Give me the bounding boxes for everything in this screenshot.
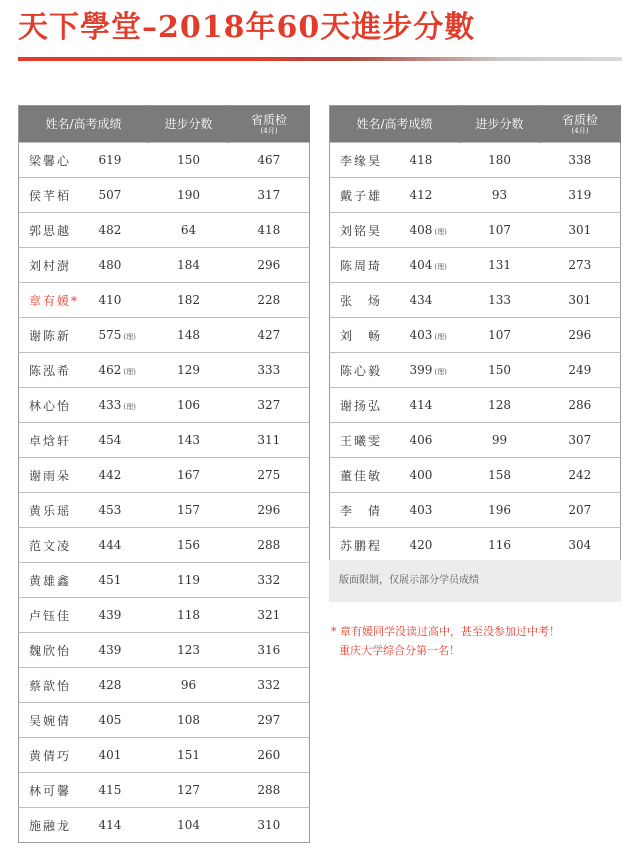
table-row [330, 353, 621, 388]
provincial-score: 296 [540, 318, 621, 353]
student-name: 戴子雄 [330, 178, 400, 213]
provincial-score: 333 [229, 353, 310, 388]
provincial-score: 418 [229, 213, 310, 248]
table-row [19, 318, 310, 353]
gaokao-score: 439 [98, 643, 122, 657]
provincial-score: 327 [229, 388, 310, 423]
student-name: 刘村澍 [19, 248, 89, 283]
table-row [19, 703, 310, 738]
gaokao-score: 414 [409, 398, 433, 412]
gaokao-score: 420 [409, 538, 433, 552]
gaokao-score-cell [400, 353, 460, 388]
provincial-score: 332 [229, 668, 310, 703]
gaokao-score-cell [400, 143, 460, 178]
gaokao-score-cell [89, 563, 149, 598]
provincial-score: 307 [540, 423, 621, 458]
progress-score: 106 [149, 388, 229, 423]
table-header-row [330, 106, 621, 143]
table-row [330, 388, 621, 423]
gaokao-score: 453 [98, 503, 122, 517]
provincial-score: 338 [540, 143, 621, 178]
gaokao-score-cell [400, 318, 460, 353]
progress-score: 123 [149, 633, 229, 668]
gaokao-score: 444 [98, 538, 122, 552]
provincial-score: 311 [229, 423, 310, 458]
progress-score: 93 [460, 178, 540, 213]
provincial-score: 242 [540, 458, 621, 493]
gaokao-score-cell [400, 248, 460, 283]
gaokao-score: 434 [409, 293, 433, 307]
gaokao-score: 412 [409, 188, 433, 202]
provincial-score: 316 [229, 633, 310, 668]
gaokao-score-cell [89, 668, 149, 703]
student-name: 王曦雯 [330, 423, 400, 458]
student-name: 李 倩 [330, 493, 400, 528]
table-row [19, 143, 310, 178]
table-row [19, 283, 310, 318]
provincial-score: 249 [540, 353, 621, 388]
student-name: 谢陈新 [19, 318, 89, 353]
gaokao-score: 400 [409, 468, 433, 482]
title-underline [18, 57, 622, 61]
student-name: 谢扬弘 [330, 388, 400, 423]
progress-score: 116 [460, 528, 540, 563]
student-name: 谢雨朵 [19, 458, 89, 493]
gaokao-score-cell [89, 178, 149, 213]
student-name: 董佳敏 [330, 458, 400, 493]
progress-score: 64 [149, 213, 229, 248]
gaokao-score-cell [400, 213, 460, 248]
student-name: 范文凌 [19, 528, 89, 563]
gaokao-score-cell [400, 493, 460, 528]
provincial-score: 301 [540, 213, 621, 248]
gaokao-score-cell [400, 283, 460, 318]
provincial-score: 275 [229, 458, 310, 493]
gaokao-score-cell [89, 528, 149, 563]
student-name: 郭思越 [19, 213, 89, 248]
gaokao-score-cell [89, 283, 149, 318]
provincial-score: 286 [540, 388, 621, 423]
science-track-tag: (理) [434, 263, 447, 271]
gaokao-score: 442 [98, 468, 122, 482]
progress-score: 196 [460, 493, 540, 528]
gaokao-score: 507 [98, 188, 122, 202]
student-name: 林可馨 [19, 773, 89, 808]
student-name: 蔡歆怡 [19, 668, 89, 703]
header-progress: 进步分数 [460, 106, 540, 143]
gaokao-score: 401 [98, 748, 122, 762]
progress-score: 157 [149, 493, 229, 528]
student-name: 卓焓轩 [19, 423, 89, 458]
gaokao-score-cell [89, 458, 149, 493]
table-row [330, 178, 621, 213]
provincial-score: 332 [229, 563, 310, 598]
provincial-score: 301 [540, 283, 621, 318]
left-score-table [18, 105, 310, 843]
gaokao-score: 399 [409, 363, 433, 377]
gaokao-score-cell [400, 178, 460, 213]
table-row [19, 808, 310, 843]
progress-score: 190 [149, 178, 229, 213]
footnote-line-2: 重庆大学综合分第一名！ [339, 644, 460, 657]
provincial-score: 310 [229, 808, 310, 843]
science-track-tag: (理) [434, 333, 447, 341]
student-name: 林心怡 [19, 388, 89, 423]
student-name: 刘铭昊 [330, 213, 400, 248]
student-name: 梁馨心 [19, 143, 89, 178]
gaokao-score-cell [89, 703, 149, 738]
gaokao-score: 480 [98, 258, 122, 272]
student-name: 卢钰佳 [19, 598, 89, 633]
provincial-score: 304 [540, 528, 621, 563]
table-row [19, 598, 310, 633]
provincial-score: 296 [229, 248, 310, 283]
gaokao-score-cell [89, 423, 149, 458]
footnote-line-1: * 章有媛同学没读过高中，甚至没参加过中考！ [331, 625, 560, 638]
student-name: 章有媛* [19, 283, 89, 318]
gaokao-score: 403 [409, 328, 433, 342]
gaokao-score-cell [89, 633, 149, 668]
student-name: 李缘昊 [330, 143, 400, 178]
student-name: 刘 畅 [330, 318, 400, 353]
progress-score: 119 [149, 563, 229, 598]
progress-score: 129 [149, 353, 229, 388]
gaokao-score-cell [89, 493, 149, 528]
table-row [19, 388, 310, 423]
provincial-score: 467 [229, 143, 310, 178]
footnote [331, 622, 560, 660]
table-row [19, 213, 310, 248]
progress-score: 96 [149, 668, 229, 703]
table-row [330, 283, 621, 318]
gaokao-score-cell [89, 318, 149, 353]
science-track-tag: (理) [434, 368, 447, 376]
table-row [19, 493, 310, 528]
header-provincial [229, 106, 310, 143]
gaokao-score: 408 [409, 223, 433, 237]
student-name: 黄乐瑶 [19, 493, 89, 528]
progress-score: 150 [149, 143, 229, 178]
gaokao-score: 619 [98, 153, 122, 167]
table-row [19, 248, 310, 283]
provincial-score: 228 [229, 283, 310, 318]
progress-score: 133 [460, 283, 540, 318]
gaokao-score: 433 [98, 398, 122, 412]
gaokao-score-cell [89, 808, 149, 843]
progress-score: 151 [149, 738, 229, 773]
progress-score: 180 [460, 143, 540, 178]
student-name: 施融龙 [19, 808, 89, 843]
table-row [330, 213, 621, 248]
gaokao-score: 575 [98, 328, 122, 342]
student-name: 吴婉倩 [19, 703, 89, 738]
table-row [19, 633, 310, 668]
gaokao-score-cell [89, 773, 149, 808]
table-row [19, 458, 310, 493]
progress-score: 128 [460, 388, 540, 423]
header-provincial-sub: (4月) [571, 126, 589, 135]
provincial-score: 296 [229, 493, 310, 528]
gaokao-score: 410 [98, 293, 122, 307]
student-name: 黄倩巧 [19, 738, 89, 773]
right-score-table [329, 105, 621, 563]
gaokao-score: 428 [98, 678, 122, 692]
table-row [330, 458, 621, 493]
student-name: 陈周琦 [330, 248, 400, 283]
note-box: 版面限制，仅展示部分学员成绩 [329, 560, 621, 602]
provincial-score: 273 [540, 248, 621, 283]
gaokao-score: 454 [98, 433, 122, 447]
table-row [19, 773, 310, 808]
page-title: 天下學堂–2018年60天進步分數 [18, 10, 476, 45]
gaokao-score-cell [400, 528, 460, 563]
table-row [19, 738, 310, 773]
table-row [19, 563, 310, 598]
progress-score: 158 [460, 458, 540, 493]
progress-score: 131 [460, 248, 540, 283]
provincial-score: 288 [229, 773, 310, 808]
header-provincial-label: 省质检 [562, 112, 599, 127]
table-row [330, 143, 621, 178]
gaokao-score-cell [89, 213, 149, 248]
science-track-tag: (理) [123, 368, 136, 376]
student-name: 苏鹏程 [330, 528, 400, 563]
header-provincial [540, 106, 621, 143]
table-row [19, 668, 310, 703]
provincial-score: 319 [540, 178, 621, 213]
table-row [330, 528, 621, 563]
progress-score: 148 [149, 318, 229, 353]
progress-score: 143 [149, 423, 229, 458]
gaokao-score-cell [89, 248, 149, 283]
gaokao-score: 462 [98, 363, 122, 377]
progress-score: 156 [149, 528, 229, 563]
progress-score: 107 [460, 213, 540, 248]
progress-score: 150 [460, 353, 540, 388]
table-row [330, 318, 621, 353]
progress-score: 167 [149, 458, 229, 493]
progress-score: 107 [460, 318, 540, 353]
progress-score: 184 [149, 248, 229, 283]
table-row [19, 423, 310, 458]
gaokao-score-cell [89, 353, 149, 388]
table-row [330, 248, 621, 283]
provincial-score: 317 [229, 178, 310, 213]
provincial-score: 427 [229, 318, 310, 353]
header-provincial-sub: (4月) [260, 126, 278, 135]
gaokao-score-cell [89, 388, 149, 423]
header-name-gaokao: 姓名/高考成绩 [330, 106, 460, 143]
table-row [19, 528, 310, 563]
provincial-score: 288 [229, 528, 310, 563]
science-track-tag: (理) [434, 228, 447, 236]
student-name: 魏欣怡 [19, 633, 89, 668]
progress-score: 127 [149, 773, 229, 808]
gaokao-score: 439 [98, 608, 122, 622]
gaokao-score: 482 [98, 223, 122, 237]
student-name: 黄雄鑫 [19, 563, 89, 598]
gaokao-score-cell [400, 388, 460, 423]
student-name: 张 炀 [330, 283, 400, 318]
gaokao-score: 418 [409, 153, 433, 167]
gaokao-score: 406 [409, 433, 433, 447]
gaokao-score-cell [89, 738, 149, 773]
table-row [330, 493, 621, 528]
provincial-score: 321 [229, 598, 310, 633]
provincial-score: 207 [540, 493, 621, 528]
gaokao-score: 403 [409, 503, 433, 517]
science-track-tag: (理) [123, 403, 136, 411]
progress-score: 99 [460, 423, 540, 458]
gaokao-score: 451 [98, 573, 122, 587]
table-row [19, 178, 310, 213]
gaokao-score: 414 [98, 818, 122, 832]
provincial-score: 260 [229, 738, 310, 773]
table-row [19, 353, 310, 388]
gaokao-score: 404 [409, 258, 433, 272]
gaokao-score-cell [400, 423, 460, 458]
gaokao-score-cell [89, 143, 149, 178]
student-name: 陈心毅 [330, 353, 400, 388]
table-row [330, 423, 621, 458]
student-name: 侯芊栢 [19, 178, 89, 213]
table-header-row [19, 106, 310, 143]
gaokao-score-cell [89, 598, 149, 633]
gaokao-score-cell [400, 458, 460, 493]
progress-score: 108 [149, 703, 229, 738]
gaokao-score: 405 [98, 713, 122, 727]
header-progress: 进步分数 [149, 106, 229, 143]
progress-score: 182 [149, 283, 229, 318]
progress-score: 118 [149, 598, 229, 633]
provincial-score: 297 [229, 703, 310, 738]
header-name-gaokao: 姓名/高考成绩 [19, 106, 149, 143]
gaokao-score: 415 [98, 783, 122, 797]
student-name: 陈泓希 [19, 353, 89, 388]
header-provincial-label: 省质检 [251, 112, 288, 127]
progress-score: 104 [149, 808, 229, 843]
science-track-tag: (理) [123, 333, 136, 341]
